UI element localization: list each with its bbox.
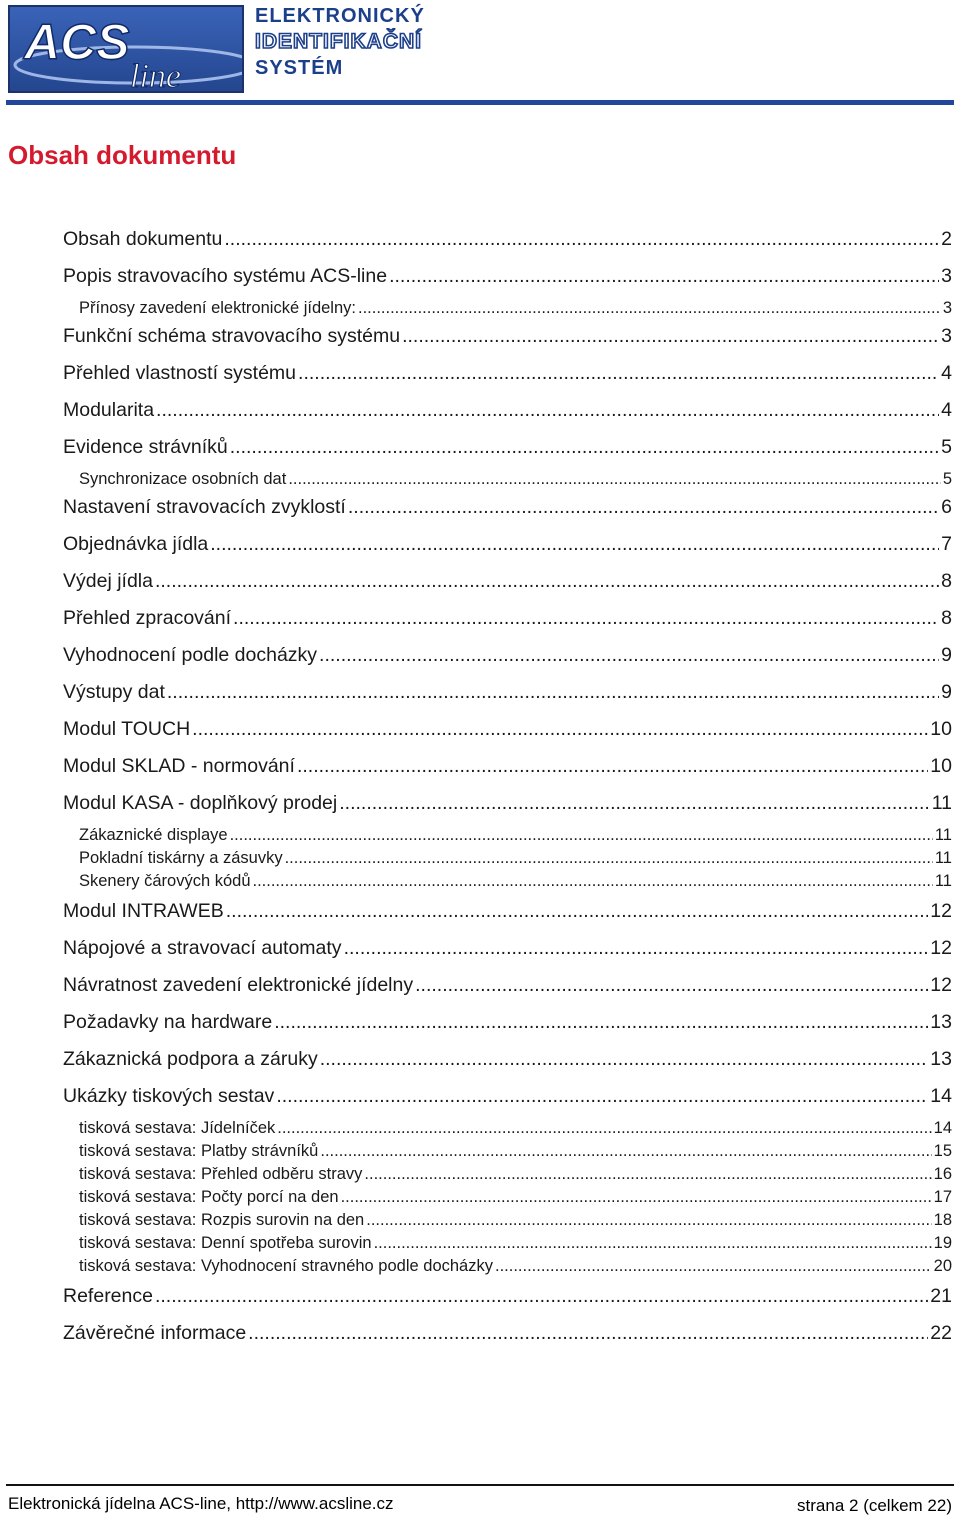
toc-entry-label: Přehled vlastností systému	[63, 362, 297, 384]
toc-leader-dots	[253, 872, 933, 891]
toc-entry[interactable]	[63, 533, 952, 556]
toc-leader-dots	[210, 533, 939, 556]
toc-entry-label: Evidence strávníků	[63, 436, 228, 458]
toc-leader-dots	[298, 362, 939, 385]
toc-entry-page: 11	[931, 792, 952, 814]
toc-entry-page: 19	[933, 1234, 952, 1252]
toc-entry[interactable]	[63, 974, 952, 997]
toc-leader-dots	[192, 718, 928, 741]
toc-entry[interactable]	[63, 644, 952, 667]
toc-entry[interactable]	[63, 718, 952, 741]
toc-leader-dots	[495, 1257, 932, 1276]
toc-entry-label: Funkční schéma stravovacího systému	[63, 325, 401, 347]
toc-entry[interactable]	[63, 755, 952, 778]
toc-entry[interactable]	[63, 1285, 952, 1308]
brand-wordmark	[255, 4, 425, 82]
toc-entry-label: Ukázky tiskových sestav	[63, 1085, 275, 1107]
toc-entry-label: Popis stravovacího systému ACS-line	[63, 265, 388, 287]
brand-line-1: ELEKTRONICKÝ	[255, 5, 425, 27]
toc-entry[interactable]	[79, 872, 952, 891]
toc-leader-dots	[366, 1211, 931, 1230]
toc-entry-page: 21	[930, 1285, 952, 1307]
toc-entry-label: Nápojové a stravovací automaty	[63, 937, 342, 959]
toc-entry-page: 22	[930, 1322, 952, 1344]
toc-entry-label: tisková sestava: Přehled odběru stravy	[79, 1165, 363, 1183]
toc-entry-label: tisková sestava: Rozpis surovin na den	[79, 1211, 365, 1229]
toc-entry-page: 4	[941, 399, 952, 421]
toc-entry[interactable]	[63, 1085, 952, 1108]
toc-entry-page: 14	[930, 1085, 952, 1107]
toc-entry[interactable]	[63, 681, 952, 704]
brand-line-2: IDENTIFIKAČNÍ	[255, 30, 422, 53]
toc-leader-dots	[415, 974, 928, 997]
toc-leader-dots	[230, 436, 939, 459]
toc-leader-dots	[402, 325, 939, 348]
toc-entry-page: 15	[933, 1142, 952, 1160]
toc-leader-dots	[230, 826, 933, 845]
toc-entry-label: Zákaznická podpora a záruky	[63, 1048, 318, 1070]
toc-entry[interactable]	[63, 1011, 952, 1034]
toc-entry[interactable]	[63, 900, 952, 923]
toc-entry[interactable]	[63, 792, 952, 815]
toc-entry-page: 8	[941, 570, 952, 592]
toc-leader-dots	[226, 900, 929, 923]
footer-divider	[6, 1484, 954, 1486]
toc-entry-label: Modularita	[63, 399, 155, 421]
acs-line-logo	[8, 5, 244, 93]
toc-entry[interactable]	[63, 325, 952, 348]
toc-entry-label: Přehled zpracování	[63, 607, 232, 629]
logo-graphic	[10, 7, 244, 93]
toc-entry[interactable]	[63, 228, 952, 251]
toc-entry[interactable]	[79, 1257, 952, 1276]
toc-entry-label: Modul KASA - doplňkový prodej	[63, 792, 338, 814]
toc-entry-label: Závěrečné informace	[63, 1322, 247, 1344]
footer-document-name: Elektronická jídelna ACS-line, http://www.acsline.cz	[8, 1494, 394, 1513]
toc-entry-page: 18	[933, 1211, 952, 1229]
footer-page-number: strana 2 (celkem 22)	[797, 1496, 952, 1515]
toc-leader-dots	[358, 299, 941, 318]
toc-entry-page: 3	[941, 265, 952, 287]
toc-entry-label: tisková sestava: Počty porcí na den	[79, 1188, 339, 1206]
toc-leader-dots	[233, 607, 939, 630]
toc-entry[interactable]	[63, 1322, 952, 1345]
toc-leader-dots	[224, 228, 939, 251]
toc-entry-label: Nastavení stravovacích zvyklostí	[63, 496, 346, 518]
toc-entry-page: 20	[933, 1257, 952, 1275]
toc-entry-label: Modul TOUCH	[63, 718, 191, 740]
toc-entry-page: 4	[941, 362, 952, 384]
toc-entry[interactable]	[79, 1211, 952, 1230]
page-title: Obsah dokumentu	[8, 140, 237, 170]
toc-entry[interactable]	[79, 826, 952, 845]
toc-leader-dots	[274, 1011, 928, 1034]
toc-entry-page: 12	[930, 937, 952, 959]
toc-entry-label: Pokladní tiskárny a zásuvky	[79, 849, 283, 867]
toc-leader-dots	[155, 1285, 928, 1308]
toc-entry-page: 16	[933, 1165, 952, 1183]
toc-leader-dots	[341, 1188, 932, 1207]
toc-leader-dots	[320, 1142, 931, 1161]
toc-entry[interactable]	[79, 1165, 952, 1184]
toc-entry-page: 10	[930, 755, 952, 777]
toc-entry-page: 5	[941, 436, 952, 458]
toc-entry-label: Vyhodnocení podle docházky	[63, 644, 318, 666]
toc-leader-dots	[155, 570, 939, 593]
header-divider	[6, 100, 954, 105]
toc-entry[interactable]	[63, 570, 952, 593]
toc-entry-page: 3	[941, 325, 952, 347]
toc-entry-label: Návratnost zavedení elektronické jídelny	[63, 974, 414, 996]
toc-leader-dots	[320, 1048, 929, 1071]
toc-entry-page: 14	[933, 1119, 952, 1137]
toc-entry-page: 13	[930, 1011, 952, 1033]
toc-entry-label: Přínosy zavedení elektronické jídelny:	[79, 299, 356, 317]
toc-entry-page: 9	[941, 644, 952, 666]
toc-entry[interactable]	[63, 937, 952, 960]
toc-entry[interactable]	[63, 399, 952, 422]
toc-entry-page: 3	[942, 299, 952, 317]
toc-entry[interactable]	[79, 299, 952, 318]
toc-entry-page: 12	[930, 900, 952, 922]
toc-leader-dots	[277, 1119, 931, 1138]
toc-entry[interactable]	[63, 607, 952, 630]
toc-entry-label: Požadavky na hardware	[63, 1011, 273, 1033]
toc-entry-label: tisková sestava: Platby strávníků	[79, 1142, 319, 1160]
toc-entry-label: Reference	[63, 1285, 153, 1307]
toc-leader-dots	[276, 1085, 928, 1108]
toc-entry[interactable]	[79, 1142, 952, 1161]
toc-leader-dots	[364, 1165, 931, 1184]
toc-entry-label: Modul SKLAD - normování	[63, 755, 295, 777]
toc-entry-page: 9	[941, 681, 952, 703]
toc-entry-label: Výstupy dat	[63, 681, 165, 703]
toc-entry[interactable]	[63, 265, 952, 288]
toc-entry-page: 6	[941, 496, 952, 518]
toc-leader-dots	[297, 755, 928, 778]
toc-entry-page: 7	[941, 533, 952, 555]
toc-leader-dots	[288, 470, 941, 489]
toc-leader-dots	[248, 1322, 928, 1345]
toc-entry-label: Modul INTRAWEB	[63, 900, 224, 922]
svg-text:ACS: ACS	[24, 14, 130, 70]
toc-entry-label: tisková sestava: Vyhodnocení stravného podle docházky	[79, 1257, 493, 1275]
toc-leader-dots	[389, 265, 939, 288]
toc-entry[interactable]	[79, 1234, 952, 1253]
toc-entry[interactable]	[63, 362, 952, 385]
toc-leader-dots	[156, 399, 939, 422]
page-header	[0, 0, 960, 110]
toc-entry-label: tisková sestava: Jídelníček	[79, 1119, 276, 1137]
toc-leader-dots	[339, 792, 930, 815]
toc-entry[interactable]	[63, 1048, 952, 1071]
toc-leader-dots	[285, 849, 933, 868]
toc-leader-dots	[344, 937, 929, 960]
toc-entry-label: tisková sestava: Denní spotřeba surovin	[79, 1234, 372, 1252]
toc-entry-label: Objednávka jídla	[63, 533, 209, 555]
toc-entry-label: Zákaznické displaye	[79, 826, 228, 844]
toc-entry-page: 5	[942, 470, 952, 488]
toc-entry-page: 10	[930, 718, 952, 740]
toc-entry-page: 13	[930, 1048, 952, 1070]
toc-entry-label: Skenery čárových kódů	[79, 872, 251, 890]
toc-entry-label: Synchronizace osobních dat	[79, 470, 287, 488]
toc-entry-page: 11	[934, 849, 952, 867]
toc-entry-page: 8	[941, 607, 952, 629]
toc-entry-label: Výdej jídla	[63, 570, 153, 592]
toc-entry-page: 11	[934, 872, 952, 890]
toc-entry[interactable]	[79, 1188, 952, 1207]
toc-leader-dots	[167, 681, 939, 704]
toc-entry[interactable]	[79, 849, 952, 868]
toc-entry-page: 2	[941, 228, 952, 250]
brand-line-3: SYSTÉM	[255, 57, 344, 79]
toc-entry[interactable]	[63, 436, 952, 459]
toc-entry[interactable]	[79, 470, 952, 489]
toc-entry-page: 11	[934, 826, 952, 844]
toc-leader-dots	[348, 496, 939, 519]
toc-leader-dots	[374, 1234, 932, 1253]
toc-entry-page: 12	[930, 974, 952, 996]
toc-entry[interactable]	[79, 1119, 952, 1138]
toc-entry-label: Obsah dokumentu	[63, 228, 223, 250]
toc-entry-page: 17	[933, 1188, 952, 1206]
svg-text:line: line	[130, 58, 181, 95]
toc-entry[interactable]	[63, 496, 952, 519]
toc-leader-dots	[319, 644, 939, 667]
